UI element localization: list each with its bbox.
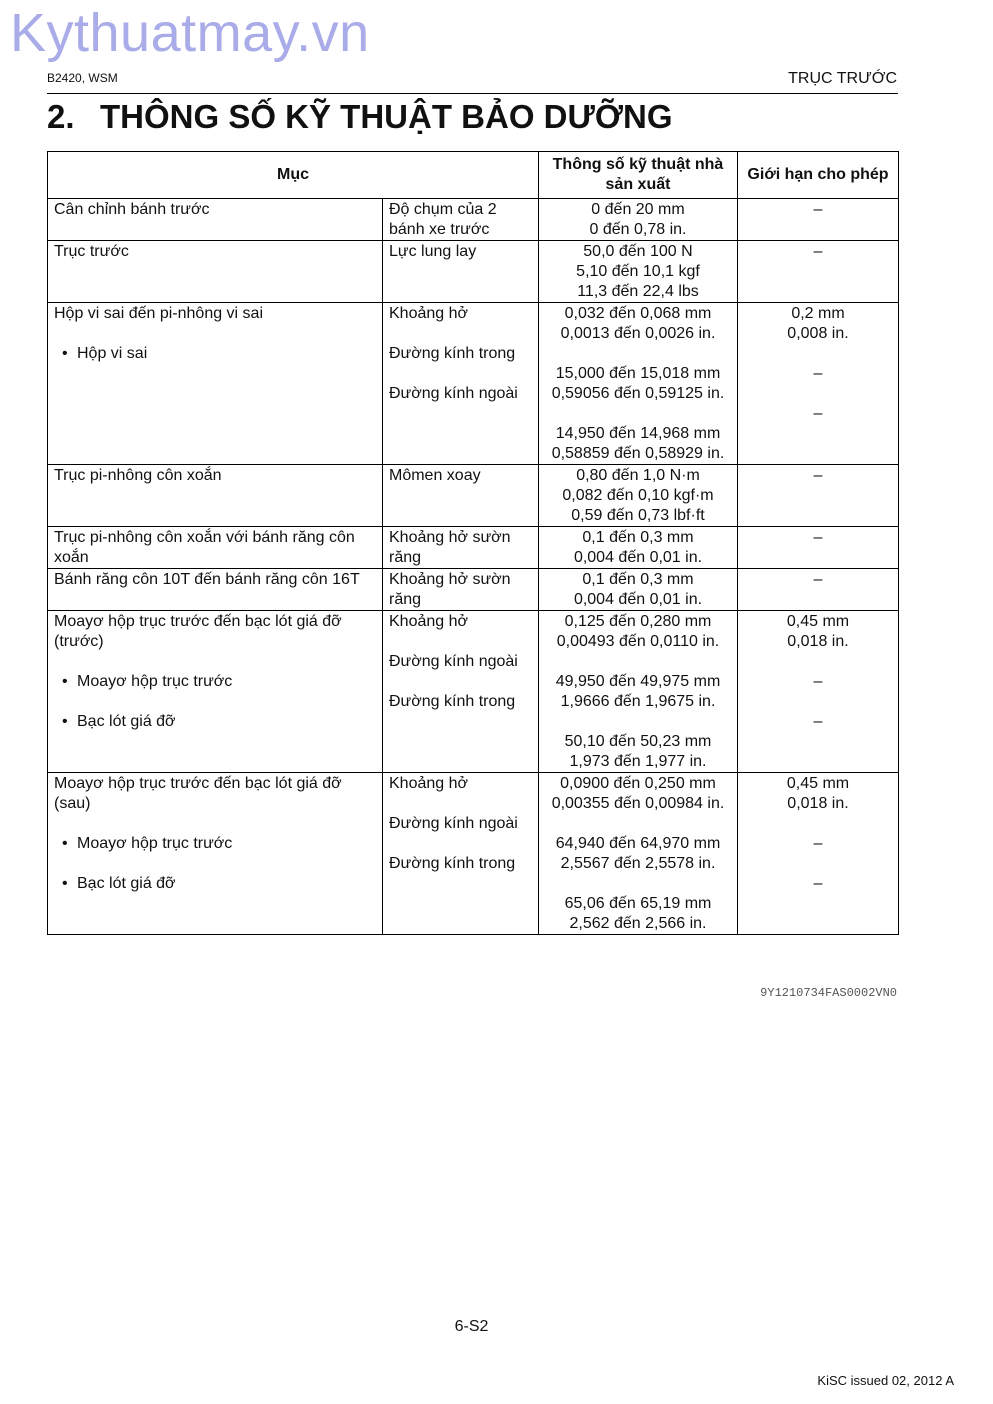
- item-cell: [48, 527, 383, 569]
- sub-item-label: • Bạc lót giá đỡ: [54, 692, 376, 732]
- spec-value-line: 0,0013 đến 0,0026 in.: [560, 325, 716, 342]
- title-number: 2.: [47, 98, 75, 135]
- item-cell: [48, 241, 383, 303]
- sub-item-label: • Hộp vi sai: [54, 324, 376, 364]
- parameter-label: Đường kính ngoài: [389, 653, 518, 670]
- limit-value-line: 0,018 in.: [787, 633, 849, 650]
- spec-value-line: 0,00493 đến 0,0110 in.: [556, 633, 720, 650]
- limit-value: [738, 814, 898, 854]
- spec-table: [47, 151, 899, 935]
- item-label: Trục pi-nhông côn xoắn: [54, 467, 222, 484]
- spec-value-cell: [539, 199, 738, 241]
- sub-item-label: • Moayơ hộp trục trước: [54, 652, 376, 692]
- item-cell: [48, 569, 383, 611]
- table-row: [48, 241, 899, 303]
- spec-value: [539, 303, 737, 344]
- limit-cell: [738, 241, 899, 303]
- spec-value-line: 50,10 đến 50,23 mm: [564, 733, 712, 750]
- limit-value: [738, 854, 898, 894]
- parameter-label: Đường kính trong: [389, 855, 516, 872]
- spec-value-line: 0,59056 đến 0,59125 in.: [551, 385, 725, 402]
- table-row: [48, 465, 899, 527]
- issued-note: KiSC issued 02, 2012 A: [817, 1373, 954, 1388]
- parameter-label: Đường kính ngoài: [389, 815, 518, 832]
- spec-value-line: 0,004 đến 0,01 in.: [573, 591, 703, 608]
- spec-value-cell: [539, 241, 738, 303]
- parameter-label: Độ chụm của 2 bánh xe trước: [389, 201, 497, 238]
- spec-value: [539, 527, 737, 568]
- page-title: [47, 98, 673, 136]
- watermark-logo: Kythuatmay.vn: [10, 3, 370, 63]
- limit-value-line: –: [813, 243, 823, 260]
- spec-value-line: 11,3 đến 22,4 lbs: [577, 283, 699, 300]
- spec-value: [539, 199, 737, 240]
- parameter-cell: [383, 241, 539, 303]
- spec-value-line: 14,950 đến 14,968 mm: [555, 425, 721, 442]
- spec-value: [539, 569, 737, 610]
- item-label: Hộp vi sai đến pi-nhông vi sai: [54, 305, 264, 322]
- limit-cell: [738, 465, 899, 527]
- limit-value-line: –: [813, 467, 823, 484]
- spec-value-line: 1,973 đến 1,977 in.: [569, 753, 707, 770]
- limit-value-line: –: [813, 201, 823, 218]
- spec-value-cell: [539, 611, 738, 773]
- spec-value: [539, 773, 737, 814]
- spec-value: [539, 652, 737, 712]
- spec-value-line: 65,06 đến 65,19 mm: [564, 895, 712, 912]
- item-label: Moayơ hộp trục trước đến bạc lót giá đỡ (sau): [54, 775, 342, 812]
- parameter-label: Đường kính trong: [389, 693, 516, 710]
- limit-value-line: –: [813, 875, 823, 892]
- item-label: Trục trước: [54, 243, 129, 260]
- parameter-label: Khoảng hở sườn răng: [389, 529, 511, 566]
- document-code: B2420, WSM: [47, 71, 118, 85]
- spec-value: [539, 712, 737, 772]
- parameter-cell: [383, 199, 539, 241]
- item-label: Cân chỉnh bánh trước: [54, 201, 210, 218]
- table-row: [48, 527, 899, 569]
- limit-cell: [738, 569, 899, 611]
- spec-value-line: 0,58859 đến 0,58929 in.: [551, 445, 725, 462]
- spec-value: [539, 404, 737, 464]
- spec-value-line: 0,032 đến 0,068 mm: [564, 305, 712, 322]
- header-spec: Thông số kỹ thuật nhà sản xuất: [539, 152, 738, 199]
- header-limit: Giới hạn cho phép: [738, 152, 899, 199]
- spec-value-cell: [539, 303, 738, 465]
- limit-value-line: –: [813, 713, 823, 730]
- limit-value: [738, 241, 898, 262]
- limit-cell: [738, 611, 899, 773]
- spec-value-cell: [539, 465, 738, 527]
- spec-value-line: 64,940 đến 64,970 mm: [555, 835, 721, 852]
- spec-value: [539, 241, 737, 302]
- spec-value-cell: [539, 569, 738, 611]
- document-id: 9Y1210734FAS0002VN0: [760, 986, 897, 1000]
- limit-value-line: –: [813, 529, 823, 546]
- sub-item-label: • Moayơ hộp trục trước: [54, 814, 376, 854]
- page-number: 6-S2: [454, 1318, 489, 1335]
- parameter-label: Khoảng hở: [389, 613, 468, 630]
- header-divider: [47, 93, 898, 94]
- table-row: [48, 199, 899, 241]
- spec-value: [539, 344, 737, 404]
- limit-value: [738, 611, 898, 652]
- parameter-label: Khoảng hở: [389, 775, 468, 792]
- limit-value-line: 0,45 mm: [786, 613, 850, 630]
- spec-value-line: 0,0900 đến 0,250 mm: [560, 775, 716, 792]
- spec-value: [539, 465, 737, 526]
- item-cell: [48, 465, 383, 527]
- spec-value-line: 0,004 đến 0,01 in.: [573, 549, 703, 566]
- item-cell: [48, 303, 383, 465]
- table-row: [48, 611, 899, 773]
- parameter-label: Lực lung lay: [389, 243, 477, 260]
- parameter-label: Khoảng hở: [389, 305, 468, 322]
- parameter-label: Đường kính trong: [389, 345, 516, 362]
- spec-value-line: 1,9666 đến 1,9675 in.: [560, 693, 716, 710]
- table-row: [48, 303, 899, 465]
- header-item: Mục: [48, 152, 539, 199]
- parameter-cell: [383, 465, 539, 527]
- spec-value-line: 0,00355 đến 0,00984 in.: [551, 795, 725, 812]
- spec-value-cell: [539, 773, 738, 935]
- spec-value: [539, 874, 737, 934]
- spec-value-line: 15,000 đến 15,018 mm: [555, 365, 721, 382]
- limit-value-line: –: [813, 673, 823, 690]
- limit-cell: [738, 303, 899, 465]
- limit-value-line: 0,2 mm: [791, 305, 845, 322]
- item-label: Moayơ hộp trục trước đến bạc lót giá đỡ (trước): [54, 613, 342, 650]
- parameter-label: Khoảng hở sườn răng: [389, 571, 511, 608]
- limit-value: [738, 303, 898, 344]
- item-cell: [48, 611, 383, 773]
- parameter-cell: [383, 303, 539, 465]
- spec-value-line: 49,950 đến 49,975 mm: [555, 673, 721, 690]
- spec-value-line: 0,1 đến 0,3 mm: [582, 529, 694, 546]
- parameter-cell: [383, 569, 539, 611]
- limit-value: [738, 569, 898, 590]
- parameter-cell: [383, 611, 539, 773]
- parameter-label: Đường kính ngoài: [389, 385, 518, 402]
- limit-value: [738, 692, 898, 732]
- spec-value: [539, 814, 737, 874]
- spec-value-line: 0,80 đến 1,0 N·m: [576, 467, 700, 484]
- table-row: [48, 773, 899, 935]
- limit-value-line: 0,018 in.: [787, 795, 849, 812]
- parameter-cell: [383, 773, 539, 935]
- limit-value-line: –: [813, 405, 823, 422]
- limit-value-line: 0,008 in.: [787, 325, 849, 342]
- item-label: [54, 364, 376, 384]
- limit-value: [738, 527, 898, 548]
- limit-value-line: –: [813, 835, 823, 852]
- limit-value: [738, 384, 898, 424]
- limit-value: [738, 465, 898, 486]
- spec-value-line: 0,125 đến 0,280 mm: [564, 613, 712, 630]
- limit-cell: [738, 527, 899, 569]
- spec-value: [539, 611, 737, 652]
- parameter-label: Mômen xoay: [389, 467, 481, 484]
- spec-value-line: 0 đến 0,78 in.: [589, 221, 687, 238]
- spec-value-line: 0,1 đến 0,3 mm: [582, 571, 694, 588]
- table-row: [48, 569, 899, 611]
- limit-cell: [738, 199, 899, 241]
- parameter-cell: [383, 527, 539, 569]
- limit-value-line: 0,45 mm: [786, 775, 850, 792]
- limit-value: [738, 199, 898, 220]
- limit-value-line: –: [813, 571, 823, 588]
- limit-value: [738, 344, 898, 384]
- item-cell: [48, 773, 383, 935]
- spec-value-cell: [539, 527, 738, 569]
- limit-value: [738, 652, 898, 692]
- limit-cell: [738, 773, 899, 935]
- item-label: Trục pi-nhông côn xoắn với bánh răng côn xoắn: [54, 529, 355, 566]
- sub-item-label: • Bạc lót giá đỡ: [54, 854, 376, 894]
- limit-value: [738, 773, 898, 814]
- item-cell: [48, 199, 383, 241]
- item-label: Bánh răng côn 10T đến bánh răng côn 16T: [54, 571, 360, 588]
- limit-value-line: –: [813, 365, 823, 382]
- spec-value-line: 0,59 đến 0,73 lbf·ft: [571, 507, 705, 524]
- spec-value-line: 5,10 đến 10,1 kgf: [576, 263, 700, 280]
- spec-value-line: 0 đến 20 mm: [591, 201, 685, 218]
- table-header-row: [48, 152, 899, 199]
- spec-value-line: 0,082 đến 0,10 kgf·m: [562, 487, 714, 504]
- spec-value-line: 2,5567 đến 2,5578 in.: [560, 855, 716, 872]
- section-title: TRỤC TRƯỚC: [788, 70, 897, 87]
- spec-value-line: 50,0 đến 100 N: [583, 243, 693, 260]
- title-text: THÔNG SỐ KỸ THUẬT BẢO DƯỠNG: [100, 98, 673, 135]
- spec-value-line: 2,562 đến 2,566 in.: [569, 915, 707, 932]
